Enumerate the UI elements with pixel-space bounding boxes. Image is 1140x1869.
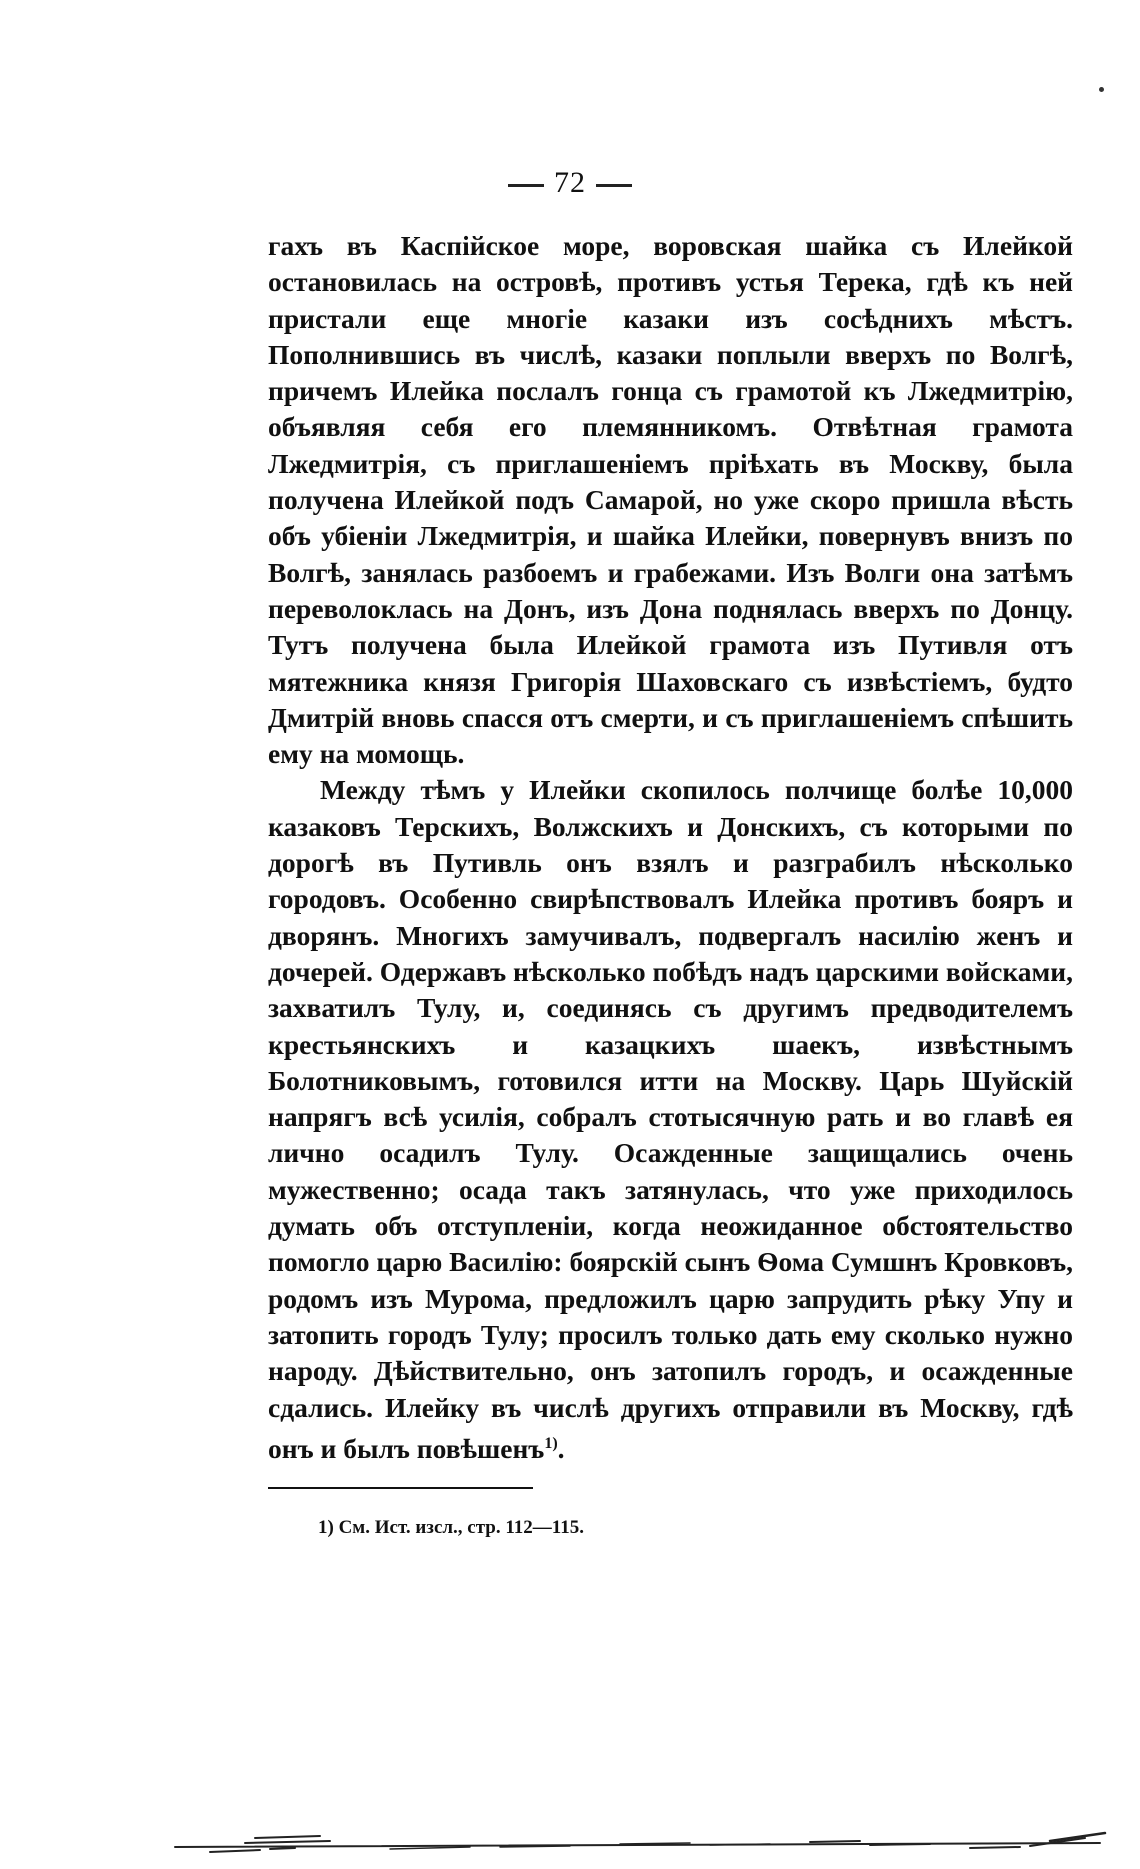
page-number (0, 166, 1140, 200)
footnote-rule (268, 1487, 533, 1489)
paragraph-1: гахъ въ Каспійское море, воровская шайка съ Илейкой остановилась на островѣ, противъ устья Терека, гдѣ къ ней пристали еще многіе казаки изъ сосѣднихъ мѣстъ. Пополнившись въ числѣ, казаки поплыли вверхъ по Волгѣ, причемъ Илейка послалъ гонца съ грамотой къ Лжедмитрію, объявляя себя его племянникомъ. Отвѣтная грамота Лжедмитрія, съ приглашеніемъ пріѣхать въ Москву, была получена Илейкой подъ Самарой, но уже скоро пришла вѣсть объ убіеніи Лжедмитрія, и шайка Илейки, повернувъ внизъ по Волгѣ, занялась разбоемъ и грабежами. Изъ Волги она затѣмъ переволоклась на Донъ, изъ Дона поднялась вверхъ по Донцу. Тутъ получена была Илейкой грамота изъ Путивля отъ мятежника князя Григорія Шаховскаго съ извѣстіемъ, будто Дмитрій вновь спасся отъ смерти, и съ приглашеніемъ спѣшить ему на момощь. (268, 230, 1073, 770)
footnote: 1) См. Ист. изсл., стр. 112—115. (318, 1517, 584, 1538)
ink-speck (1099, 87, 1104, 92)
body-text (268, 228, 1073, 1467)
page-number-text: 72 (554, 166, 586, 199)
page-number-right-dash (596, 184, 632, 187)
paragraph-2-end: . (557, 1432, 565, 1464)
scan-edge-marks (170, 1805, 1110, 1860)
page-number-left-dash (508, 184, 544, 187)
paragraph-2-text: Между тѣмъ у Илейки скопилось полчище болѣе 10,000 казаковъ Терскихъ, Волжскихъ и Донскихъ, съ которыми по дорогѣ въ Путивль онъ взялъ и разграбилъ нѣсколько городовъ. Особенно свирѣпствовалъ Илейка противъ бояръ и дворянъ. Многихъ замучивалъ, подвергалъ насилію женъ и дочерей. Одержавъ нѣсколько побѣдъ надъ царскими войсками, захватилъ Тулу, и, соединясь съ другимъ предводителемъ крестьянскихъ и казацкихъ шаекъ, извѣстнымъ Болотниковымъ, готовился итти на Москву. Царь Шуйскій напрягъ всѣ усилія, собралъ стотысячную рать и во главѣ ея лично осадилъ Тулу. Осажденные защищались очень мужественно; осада такъ затянулась, что уже приходилось думать объ отступленіи, когда неожиданное обстоятельство помогло царю Василію: боярскій сынъ Ѳома Сумшнъ Кровковъ, родомъ изъ Мурома, предложилъ царю запрудить рѣку Упу и затопить городъ Тулу; просилъ только дать ему сколько нужно народу. Дѣйствительно, онъ затопилъ городъ, и осажденные сдались. Илейку въ числѣ другихъ отправили въ Москву, гдѣ онъ и былъ повѣшенъ (268, 774, 1073, 1464)
footnote-reference: 1) (544, 1434, 558, 1452)
paragraph-2 (268, 772, 1073, 1467)
